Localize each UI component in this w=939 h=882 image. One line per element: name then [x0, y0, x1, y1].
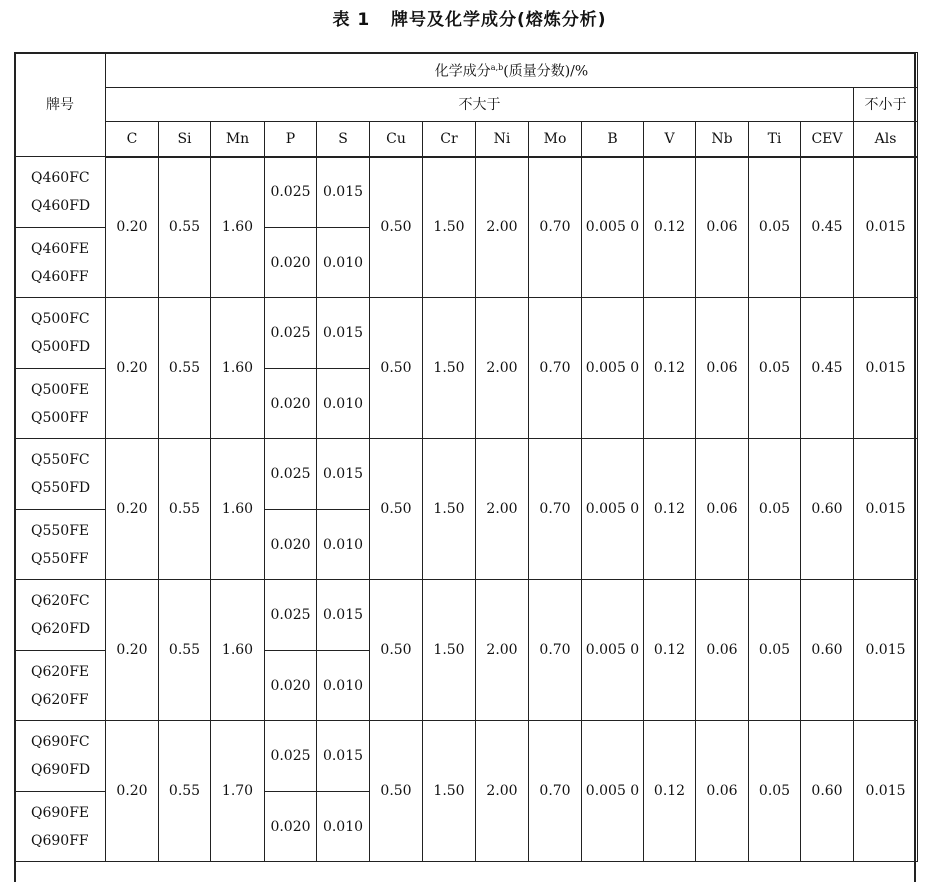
grade-cell-lower — [15, 651, 106, 721]
value-als: 0.015 — [854, 439, 918, 580]
value-cev: 0.60 — [801, 439, 854, 580]
grade-name: Q460FC — [31, 170, 90, 186]
value-mn: 1.60 — [211, 157, 265, 298]
header-composition-sup: a,b — [490, 63, 504, 73]
value-als: 0.015 — [854, 157, 918, 298]
grade-name: Q550FC — [31, 452, 90, 468]
value-si: 0.55 — [159, 439, 211, 580]
value-b: 0.005 0 — [582, 298, 644, 439]
column-header-cr: Cr — [423, 122, 476, 157]
column-header-c: C — [106, 122, 159, 157]
value-c: 0.20 — [106, 721, 159, 862]
table-row — [15, 157, 918, 193]
value-p: 0.020 — [265, 792, 317, 862]
value-ni: 2.00 — [476, 580, 529, 721]
column-header-mo: Mo — [529, 122, 582, 157]
header-grade: 牌号 — [15, 53, 106, 157]
value-s: 0.015 — [317, 721, 370, 792]
value-mo: 0.70 — [529, 298, 582, 439]
grade-cell-upper — [15, 298, 106, 369]
grade-cell-upper — [15, 439, 106, 510]
grade-cell-upper — [15, 157, 106, 228]
table-row — [15, 439, 918, 475]
grade-name: Q620FD — [31, 621, 91, 637]
header-composition-suffix: (质量分数)/% — [503, 63, 589, 80]
value-b: 0.005 0 — [582, 157, 644, 298]
value-als: 0.015 — [854, 721, 918, 862]
grade-cell-upper — [15, 721, 106, 792]
grade-name: Q550FE — [31, 522, 90, 539]
value-cu: 0.50 — [370, 298, 423, 439]
value-ni: 2.00 — [476, 157, 529, 298]
grade-name: Q690FF — [31, 832, 89, 849]
grade-name: Q500FD — [31, 339, 91, 355]
value-nb: 0.06 — [696, 721, 749, 862]
value-p: 0.025 — [265, 298, 317, 369]
value-si: 0.55 — [159, 298, 211, 439]
value-nb: 0.06 — [696, 580, 749, 721]
value-mn: 1.60 — [211, 580, 265, 721]
value-nb: 0.06 — [696, 298, 749, 439]
value-ni: 2.00 — [476, 298, 529, 439]
value-s: 0.010 — [317, 651, 370, 721]
grade-cell-lower — [15, 369, 106, 439]
grade-name: Q460FE — [31, 240, 90, 257]
value-c: 0.20 — [106, 580, 159, 721]
value-p: 0.020 — [265, 651, 317, 721]
value-b: 0.005 0 — [582, 580, 644, 721]
value-mo: 0.70 — [529, 157, 582, 298]
grade-cell-lower — [15, 228, 106, 298]
value-s: 0.010 — [317, 369, 370, 439]
grade-cell-lower — [15, 510, 106, 580]
value-v: 0.12 — [644, 298, 696, 439]
value-ti: 0.05 — [749, 439, 801, 580]
value-p: 0.020 — [265, 369, 317, 439]
column-header-v: V — [644, 122, 696, 157]
grade-cell-lower — [15, 792, 106, 862]
header-max: 不大于 — [106, 88, 854, 122]
value-ti: 0.05 — [749, 580, 801, 721]
value-si: 0.55 — [159, 157, 211, 298]
grade-name: Q500FF — [31, 409, 89, 426]
column-header-nb: Nb — [696, 122, 749, 157]
column-header-s: S — [317, 122, 370, 157]
value-s: 0.015 — [317, 439, 370, 510]
value-p: 0.025 — [265, 580, 317, 651]
column-header-mn: Mn — [211, 122, 265, 157]
grade-name: Q690FD — [31, 762, 91, 778]
column-header-b: B — [582, 122, 644, 157]
grade-name: Q460FD — [31, 198, 91, 214]
value-mo: 0.70 — [529, 439, 582, 580]
column-header-als: Als — [854, 122, 918, 157]
value-p: 0.025 — [265, 157, 317, 228]
value-p: 0.020 — [265, 510, 317, 580]
value-ni: 2.00 — [476, 439, 529, 580]
table-row — [15, 298, 918, 334]
value-cr: 1.50 — [423, 439, 476, 580]
grade-name: Q550FD — [31, 480, 91, 496]
value-mn: 1.60 — [211, 439, 265, 580]
table-row — [15, 580, 918, 616]
value-cr: 1.50 — [423, 580, 476, 721]
value-nb: 0.06 — [696, 439, 749, 580]
value-cev: 0.60 — [801, 580, 854, 721]
table-row — [15, 721, 918, 757]
value-nb: 0.06 — [696, 157, 749, 298]
grade-name: Q500FE — [31, 381, 90, 398]
value-s: 0.015 — [317, 580, 370, 651]
grade-name: Q620FE — [31, 663, 90, 680]
value-s: 0.015 — [317, 298, 370, 369]
value-cu: 0.50 — [370, 721, 423, 862]
value-si: 0.55 — [159, 580, 211, 721]
value-p: 0.020 — [265, 228, 317, 298]
header-composition — [106, 53, 918, 88]
value-s: 0.010 — [317, 792, 370, 862]
value-ni: 2.00 — [476, 721, 529, 862]
value-si: 0.55 — [159, 721, 211, 862]
value-s: 0.015 — [317, 157, 370, 228]
column-header-cu: Cu — [370, 122, 423, 157]
value-als: 0.015 — [854, 298, 918, 439]
value-v: 0.12 — [644, 721, 696, 862]
value-cu: 0.50 — [370, 439, 423, 580]
value-cu: 0.50 — [370, 157, 423, 298]
value-v: 0.12 — [644, 157, 696, 298]
table-title: 表 1 牌号及化学成分(熔炼分析) — [332, 10, 607, 30]
grade-name: Q690FE — [31, 804, 90, 821]
value-c: 0.20 — [106, 439, 159, 580]
value-cev: 0.45 — [801, 157, 854, 298]
value-cr: 1.50 — [423, 298, 476, 439]
grade-name: Q620FF — [31, 691, 89, 708]
value-mo: 0.70 — [529, 721, 582, 862]
header-composition-label: 化学成分 — [434, 63, 491, 80]
value-c: 0.20 — [106, 157, 159, 298]
value-cr: 1.50 — [423, 157, 476, 298]
value-s: 0.010 — [317, 228, 370, 298]
grade-name: Q690FC — [31, 734, 90, 750]
value-mn: 1.60 — [211, 298, 265, 439]
value-v: 0.12 — [644, 580, 696, 721]
grade-name: Q550FF — [31, 550, 89, 567]
value-ti: 0.05 — [749, 298, 801, 439]
column-header-ti: Ti — [749, 122, 801, 157]
column-header-si: Si — [159, 122, 211, 157]
column-header-ni: Ni — [476, 122, 529, 157]
header-min: 不小于 — [854, 88, 918, 122]
value-mo: 0.70 — [529, 580, 582, 721]
value-b: 0.005 0 — [582, 439, 644, 580]
value-c: 0.20 — [106, 298, 159, 439]
value-cr: 1.50 — [423, 721, 476, 862]
value-v: 0.12 — [644, 439, 696, 580]
value-p: 0.025 — [265, 721, 317, 792]
value-p: 0.025 — [265, 439, 317, 510]
value-als: 0.015 — [854, 580, 918, 721]
value-mn: 1.70 — [211, 721, 265, 862]
value-cev: 0.60 — [801, 721, 854, 862]
value-cu: 0.50 — [370, 580, 423, 721]
value-cev: 0.45 — [801, 298, 854, 439]
column-header-cev: CEV — [801, 122, 854, 157]
grade-name: Q460FF — [31, 268, 89, 285]
grade-name: Q500FC — [31, 311, 90, 327]
value-s: 0.010 — [317, 510, 370, 580]
chemical-composition-table — [14, 52, 918, 862]
grade-cell-upper — [15, 580, 106, 651]
value-ti: 0.05 — [749, 157, 801, 298]
grade-name: Q620FC — [31, 593, 90, 609]
column-header-p: P — [265, 122, 317, 157]
value-b: 0.005 0 — [582, 721, 644, 862]
value-ti: 0.05 — [749, 721, 801, 862]
